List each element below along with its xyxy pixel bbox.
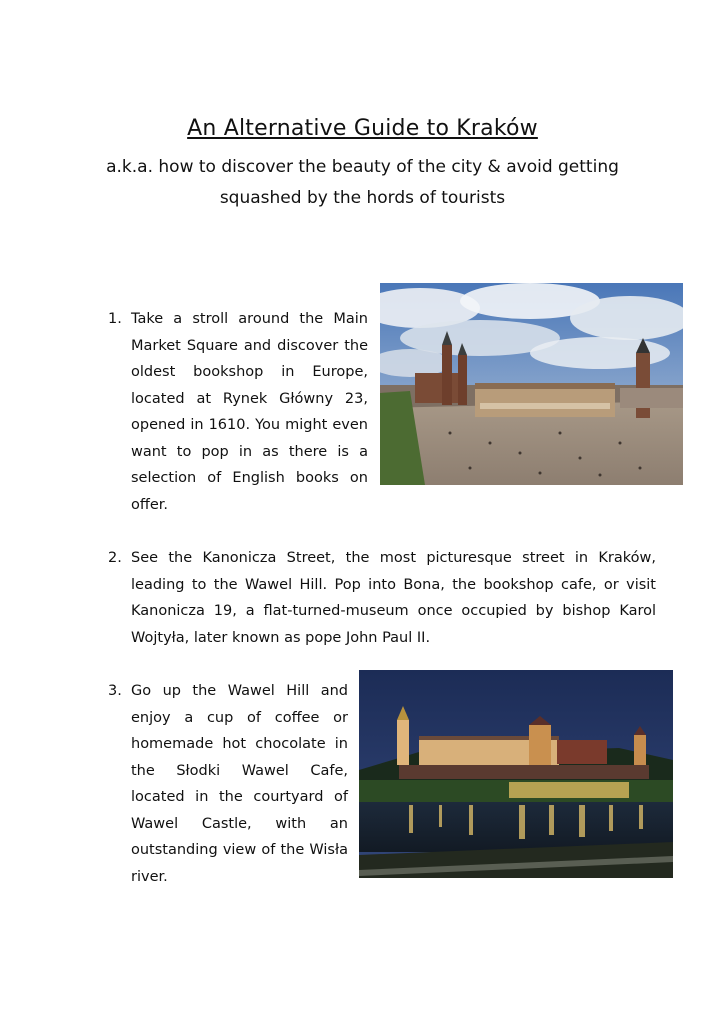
item-number-1: 1. <box>108 311 122 327</box>
item-number-3: 3. <box>108 683 122 699</box>
market-square-photo <box>380 283 683 485</box>
item-text-1: Take a stroll around the Main Market Square and discover the oldest bookshop in Europe, located at Rynek Główny 23, opened in 1610. You might even want to pop in as there is a selection of English books on offer. <box>131 311 368 513</box>
page-title: An Alternative Guide to Kraków <box>187 116 538 141</box>
wawel-castle-photo <box>359 670 673 878</box>
item-text-3: Go up the Wawel Hill and enjoy a cup of coffee or homemade hot chocolate in the Słodki Wawel Cafe, located in the courtyard of Wawel Castle, with an outstanding view of the Wisła river. <box>131 683 348 885</box>
item-text-2: See the Kanonicza Street, the most picturesque street in Kraków, leading to the Wawel Hill. Pop into Bona, the bookshop cafe, or visit Kanonicza 19, a flat-turned-museum once occupied by bishop Karol Wojtyła, later known as pope John Paul II. <box>131 550 656 646</box>
page-subtitle: a.k.a. how to discover the beauty of the city & avoid getting squashed by the hords of tourists <box>106 157 619 208</box>
item-number-2: 2. <box>108 550 122 566</box>
